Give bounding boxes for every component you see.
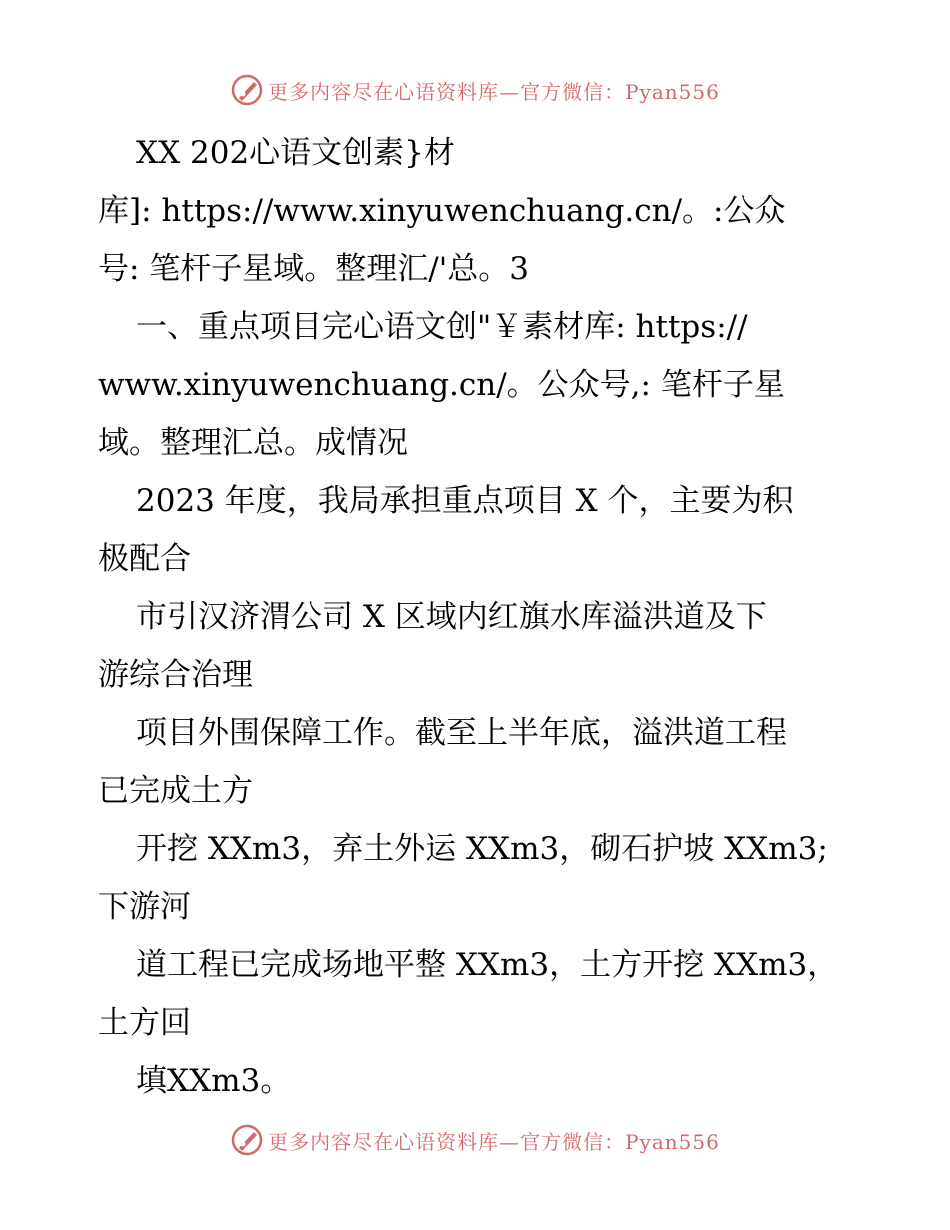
text-line: 下游河 [98, 889, 191, 925]
text-line: 道工程已完成场地平整 XXm3，土方开挖 XXm3， [136, 947, 839, 983]
text-line: 号: 笔杆子星域。整理汇/'总。3 [98, 251, 529, 287]
text-line: 极配合 [98, 541, 191, 577]
footer-watermark-text: 更多内容尽在心语资料库—官方微信：Pyan556 [268, 1129, 720, 1154]
body-text [98, 124, 858, 1110]
footer-watermark [0, 1122, 950, 1158]
text-line: 市引汉济渭公司 X 区域内红旗水库溢洪道及下 [136, 599, 767, 635]
text-line: 开挖 XXm3，弃土外运 XXm3，砌石护坡 XXm3; [136, 831, 828, 867]
text-line: 一、重点项目完心语文创"￥素材库: https:// [136, 309, 748, 345]
text-line: 土方回 [98, 1005, 191, 1041]
text-line: 填XXm3。 [136, 1063, 292, 1099]
header-watermark [0, 72, 950, 108]
text-line: 项目外围保障工作。截至上半年底，溢洪道工程 [136, 715, 787, 751]
header-watermark-text: 更多内容尽在心语资料库—官方微信：Pyan556 [268, 79, 720, 104]
pen-logo-icon [230, 1123, 264, 1157]
text-line: 2023 年度，我局承担重点项目 X 个，主要为积 [136, 483, 794, 519]
text-line: 游综合治理 [98, 657, 253, 693]
text-line: www.xinyuwenchuang.cn/。公众号,: 笔杆子星 [98, 367, 785, 403]
text-line: 已完成土方 [98, 773, 253, 809]
text-line: 域。整理汇总。成情况 [98, 425, 408, 461]
pen-logo-icon [230, 73, 264, 107]
text-line: XX 202心语文创素}材 [136, 135, 455, 171]
text-line: 库]: https://www.xinyuwenchuang.cn/。:公众 [98, 193, 786, 229]
